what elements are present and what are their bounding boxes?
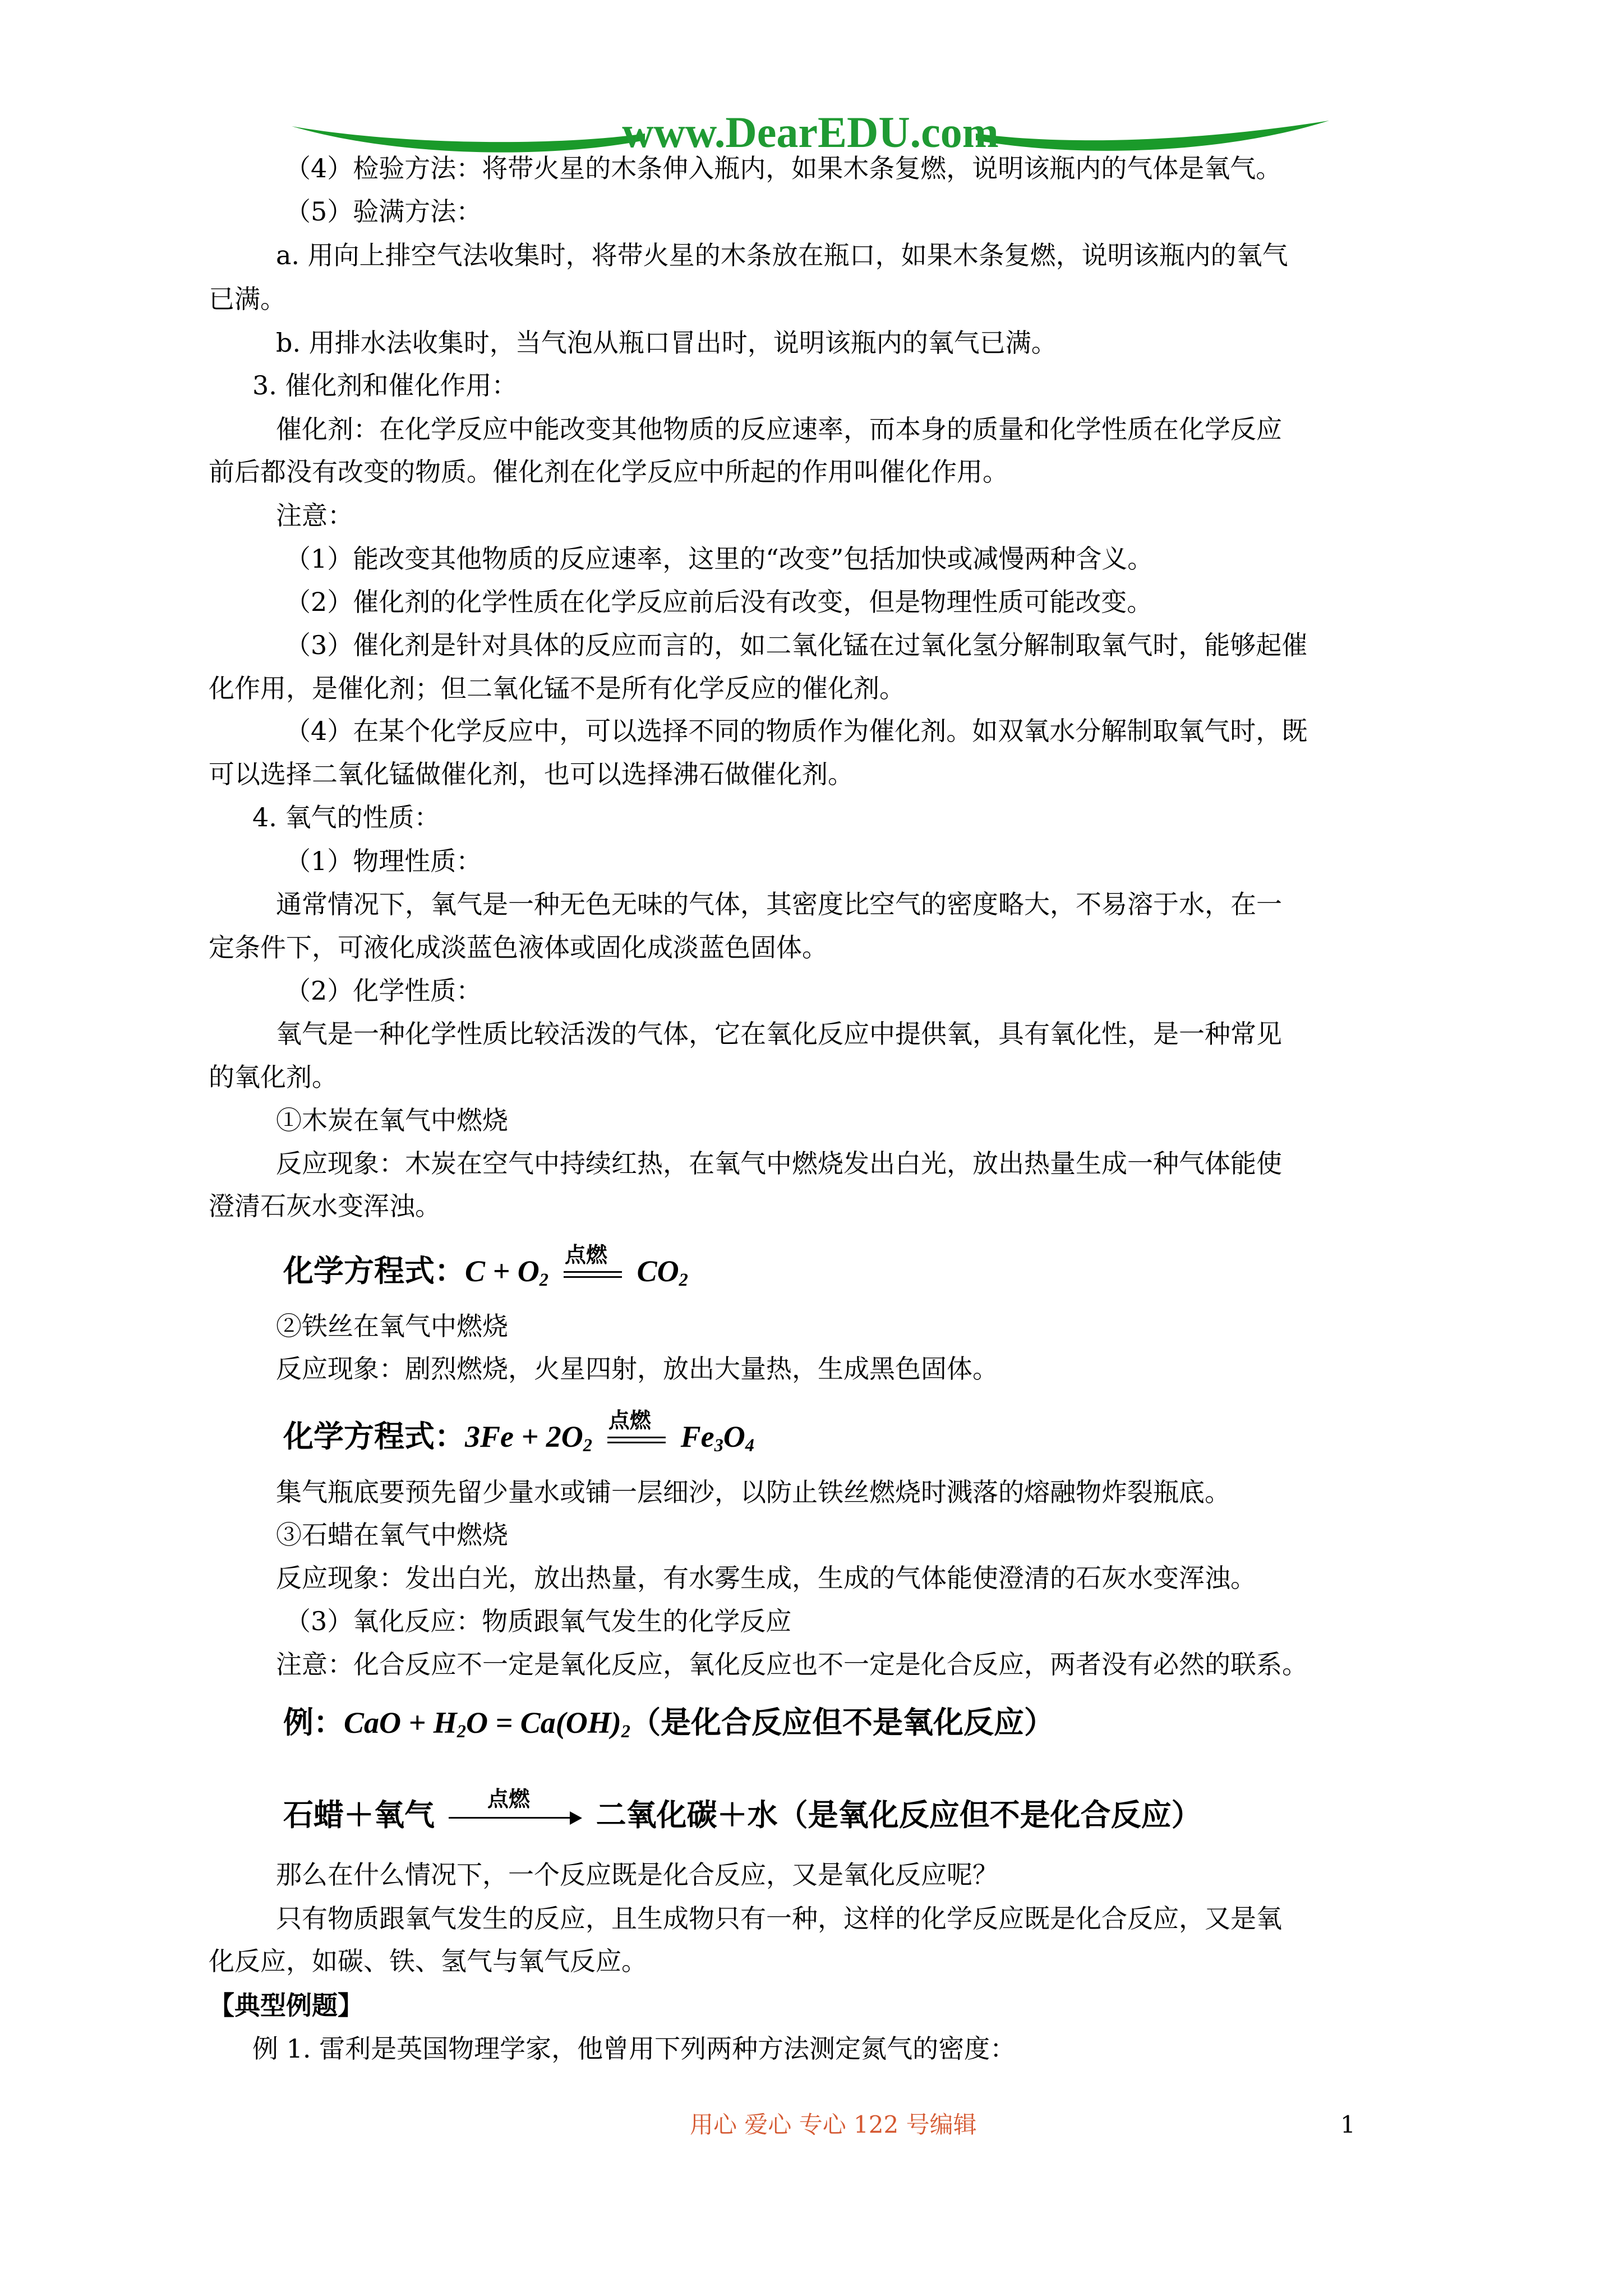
equation-example: 例：CaO + $H_2O = Ca(OH)_2$（是化合反应但不是氧化反应） [283,1704,1054,1742]
text-line: 注意：化合反应不一定是氧化反应，氧化反应也不一定是化合反应，两者没有必然的联系。 [276,1649,1308,1680]
text-line: ①木炭在氧气中燃烧 [276,1105,508,1135]
text-line: 通常情况下，氧气是一种无色无味的气体，其密度比空气的密度略大，不易溶于水，在一 [276,889,1282,919]
text-line: （1）能改变其他物质的反应速率，这里的“改变”包括加快或减慢两种含义。 [285,544,1154,574]
reaction-arrow: 点燃 [603,1422,670,1456]
text-line: （4）检验方法：将带火星的木条伸入瓶内，如果木条复燃，说明该瓶内的气体是氧气。 [285,153,1282,183]
section-heading: 4. 氧气的性质： [252,802,440,832]
footer-text: 用心 爱心 专心 122 号编辑 [690,2111,977,2138]
section-heading: 3. 催化剂和催化作用： [252,370,518,401]
text-line: （2）化学性质： [285,976,482,1006]
text-line: ②铁丝在氧气中燃烧 [276,1311,508,1341]
text-line: （4）在某个化学反应中，可以选择不同的物质作为催化剂。如双氧水分解制取氧气时，既 [285,716,1308,746]
text-line: 例 1. 雷利是英国物理学家，他曾用下列两种方法测定氮气的密度： [252,2033,1016,2064]
text-line: （3）氧化反应：物质跟氧气发生的化学反应 [285,1606,792,1636]
text-line: 催化剂：在化学反应中能改变其他物质的反应速率，而本身的质量和化学性质在化学反应 [276,414,1282,444]
text-line: （2）催化剂的化学性质在化学反应前后没有改变，但是物理性质可能改变。 [285,587,1153,617]
logo-text: www.DearEDU.com [622,108,999,157]
text-line: （5）验满方法： [285,196,482,227]
text-line: a. 用向上排空气法收集时，将带火星的木条放在瓶口，如果木条复燃，说明该瓶内的氧气 [276,240,1288,270]
text-line: b. 用排水法收集时，当气泡从瓶口冒出时，说明该瓶内的氧气已满。 [276,328,1057,358]
text-line: 反应现象：剧烈燃烧，火星四射，放出大量热，生成黑色固体。 [276,1354,998,1384]
equation-carbon: 化学方程式：$C + O_2$ 点燃 $CO_2$ [283,1241,688,1291]
text-line: 已满。 [209,284,286,314]
text-line: 定条件下，可液化成淡蓝色液体或固化成淡蓝色固体。 [209,932,828,963]
text-line: 反应现象：发出白光，放出热量，有水雾生成，生成的气体能使澄清的石灰水变浑浊。 [276,1563,1256,1593]
text-line: 前后都没有改变的物质。催化剂在化学反应中所起的作用叫催化作用。 [209,457,1008,487]
page-number: 1 [1340,2111,1355,2138]
equation-paraffin: 石蜡＋氧气 点燃 二氧化碳＋水（是氧化反应但不是化合反应） [283,1795,1202,1834]
equation-iron: 化学方程式：$3Fe + 2O_2$ 点燃 $Fe_3O_4$ [283,1407,754,1456]
reaction-arrow: 点燃 [445,1801,585,1834]
text-line: 澄清石灰水变浑浊。 [209,1191,441,1221]
text-line: 氧气是一种化学性质比较活泼的气体，它在氧化反应中提供氧，具有氧化性，是一种常见 [276,1019,1282,1049]
text-line: ③石蜡在氧气中燃烧 [276,1520,508,1550]
text-line: 可以选择二氧化锰做催化剂，也可以选择沸石做催化剂。 [209,759,854,789]
text-line: 的氧化剂。 [209,1062,338,1092]
text-line: 化作用，是催化剂；但二氧化锰不是所有化学反应的催化剂。 [209,673,905,703]
text-line: （1）物理性质： [285,846,482,876]
text-line: （3）催化剂是针对具体的反应而言的，如二氧化锰在过氧化氢分解制取氧气时，能够起催 [285,630,1308,660]
reaction-arrow: 点燃 [559,1257,626,1290]
text-line: 反应现象：木炭在空气中持续红热，在氧气中燃烧发出白光，放出热量生成一种气体能使 [276,1148,1282,1179]
logo-swoosh-left [292,126,645,153]
text-line: 化反应，如碳、铁、氢气与氧气反应。 [209,1946,647,1976]
text-line: 集气瓶底要预先留少量水或铺一层细沙，以防止铁丝燃烧时溅落的熔融物炸裂瓶底。 [276,1477,1230,1507]
logo-swoosh-right [976,121,1329,151]
section-heading: 【典型例题】 [209,1990,363,2021]
text-line: 那么在什么情况下，一个反应既是化合反应，又是氧化反应呢？ [276,1860,998,1890]
text-line: 只有物质跟氧气发生的反应，且生成物只有一种，这样的化学反应既是化合反应，又是氧 [276,1903,1282,1934]
text-line: 注意： [276,500,353,531]
